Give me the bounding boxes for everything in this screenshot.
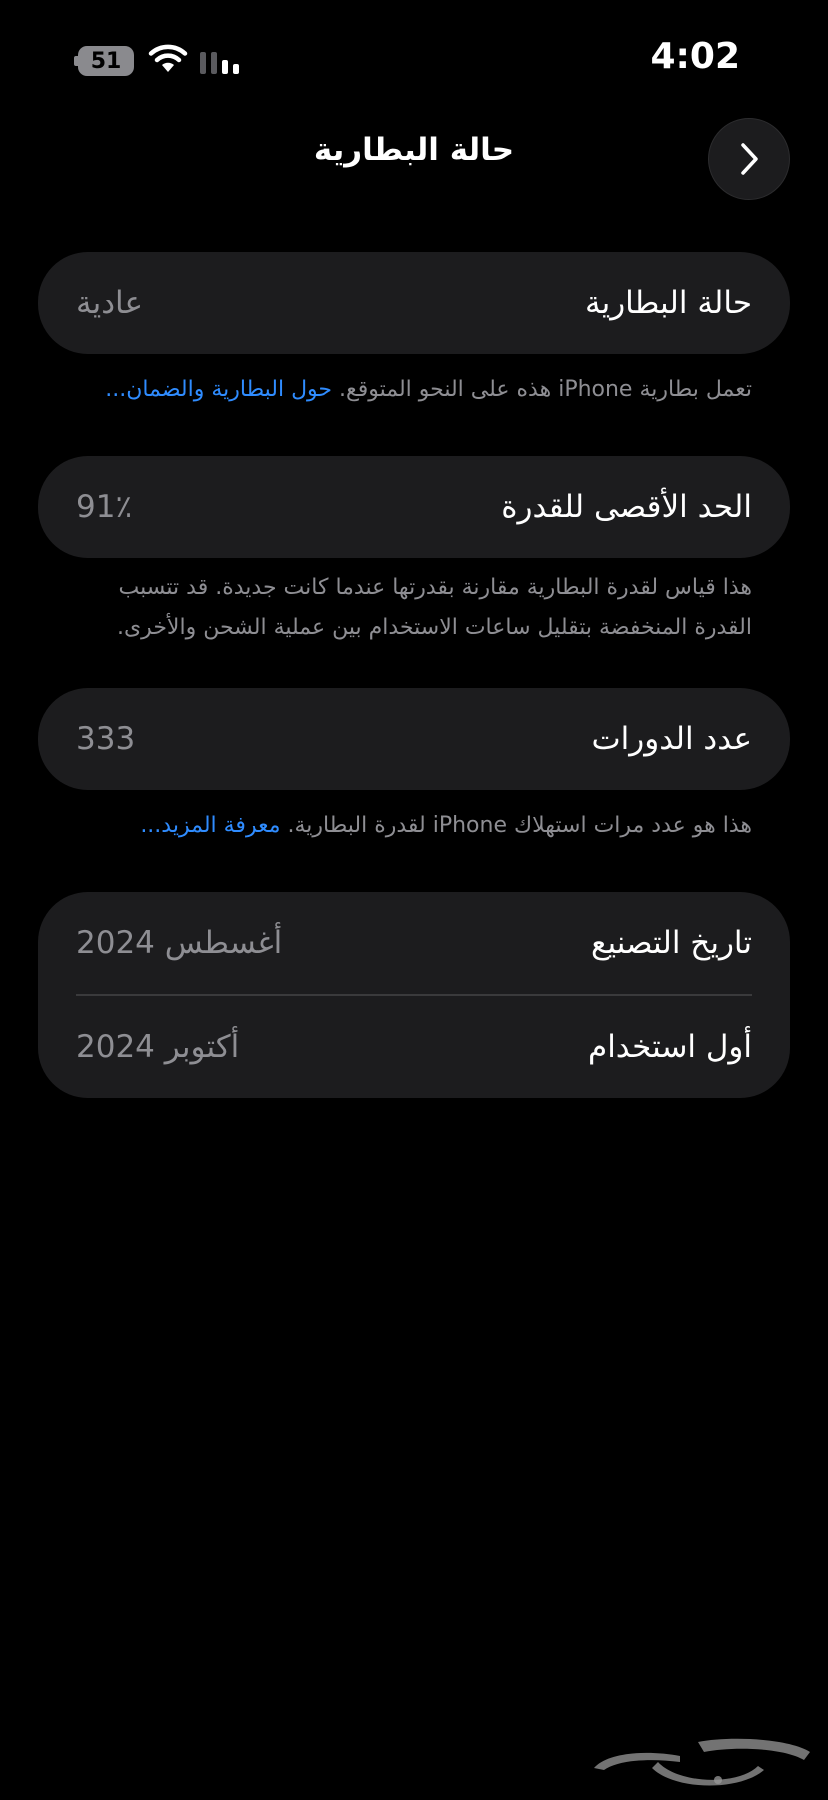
- battery-health-card: [38, 252, 790, 354]
- cellular-signal-icon: [198, 48, 242, 76]
- battery-health-label: حالة البطارية: [584, 285, 752, 321]
- max-capacity-value: 91٪: [76, 489, 133, 525]
- cycle-count-card: [38, 688, 790, 790]
- max-capacity-card: [38, 456, 790, 558]
- battery-health-value: عادية: [76, 285, 143, 321]
- max-capacity-note: هذا قياس لقدرة البطارية مقارنة بقدرتها عندما كانت جديدة. قد تتسبب القدرة المنخفضة بتقليل ساعات الاستخدام بين عملية الشحن والأخرى.: [116, 575, 752, 640]
- battery-health-note-text: تعمل بطارية iPhone هذه على النحو المتوقع.: [332, 377, 752, 402]
- battery-health-note: [78, 370, 752, 410]
- cycle-count-row: [38, 688, 790, 790]
- cycle-count-value: 333: [76, 721, 136, 757]
- max-capacity-label: الحد الأقصى للقدرة: [501, 489, 752, 525]
- learn-more-link[interactable]: معرفة المزيد...: [140, 813, 281, 838]
- status-time: 4:02: [650, 36, 740, 77]
- wifi-icon: [148, 44, 188, 76]
- page-title: حالة البطارية: [313, 132, 515, 168]
- first-use-row: [38, 996, 790, 1098]
- status-bar: [0, 0, 828, 110]
- manufacture-date-value: أغسطس 2024: [76, 925, 283, 961]
- battery-icon: [78, 46, 134, 76]
- back-button[interactable]: [708, 118, 790, 200]
- cycle-count-note-text: هذا هو عدد مرات استهلاك iPhone لقدرة البطارية.: [280, 813, 752, 838]
- dates-card: [38, 892, 790, 1098]
- max-capacity-row: [38, 456, 790, 558]
- battery-health-row: [38, 252, 790, 354]
- battery-level: 51: [90, 48, 122, 74]
- battery-warranty-link[interactable]: حول البطارية والضمان...: [105, 377, 333, 402]
- haraj-watermark-logo: [588, 1722, 818, 1790]
- first-use-value: أكتوبر 2024: [76, 1028, 240, 1065]
- cycle-count-note: [78, 806, 752, 846]
- cycle-count-label: عدد الدورات: [591, 721, 752, 757]
- first-use-label: أول استخدام: [588, 1028, 752, 1065]
- manufacture-date-label: تاريخ التصنيع: [590, 925, 752, 961]
- manufacture-date-row: [38, 892, 790, 994]
- chevron-right-icon: [734, 139, 764, 179]
